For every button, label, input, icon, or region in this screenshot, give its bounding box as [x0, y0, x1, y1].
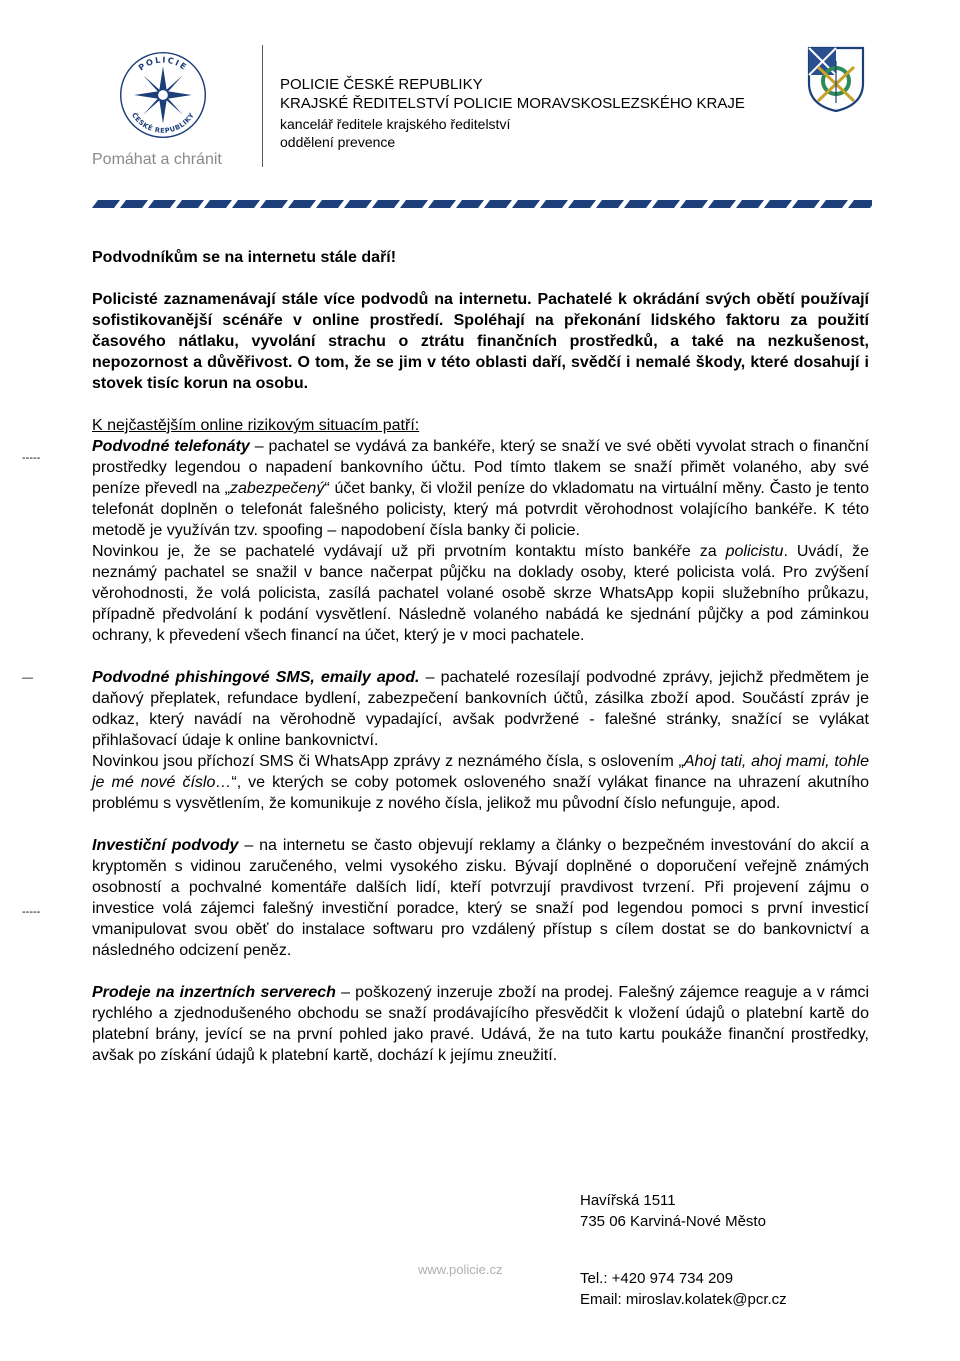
regional-crest-icon: [806, 45, 866, 113]
margin-mark: -----: [22, 906, 41, 918]
section-text: – pachatelé rozesílají podvodné zprávy, jejichž předmětem je daňový přeplatek, refundace bydlení, zabezpečení bankovních účtů, zásilka zboží apod. Součástí zpráv je odkaz, který navádí na věrohodně vypadající, avšak podvržené - falešné stránky, snažící se vylákat přihlašovací údaje k online bankovnictví.: [92, 669, 869, 749]
header-divider: [262, 45, 263, 167]
website-link[interactable]: www.policie.cz: [418, 1262, 503, 1277]
section-label: Prodeje na inzertních serverech: [92, 984, 336, 1001]
section-label: Investiční podvody: [92, 837, 239, 854]
section-text: . Uvádí, že neznámý pachatel se snažil v bance načerpat půjčku na doklady osoby, které policista volá. Pro zvýšení věrohodnosti, že volá policista, zasílá pachatel volané osobě skrze WhatsApp kopii služebního průkazu, případně předvolání k podání vysvětlení. Následně volaného nabádá ke sjednání půjčky a pod záminkou ochrany, k převedení všech financí na účet, který je v moci pachatele.: [92, 543, 870, 644]
section-text: – pachatel se vydává za bankéře, který se snaží ve své oběti vyvolat strach o finanční prostředky legendou o napadení bankovního účtu. Pod tímto tlakem se snaží přimět volaného, aby své peníze převedl na „: [92, 438, 869, 497]
address-street: Havířská 1511: [580, 1192, 676, 1209]
section-text: Novinkou je, že se pachatelé vydávají už při prvotním kontaktu místo bankéře za: [92, 543, 726, 560]
margin-mark: —: [22, 672, 33, 684]
section-phone-fraud-news: [92, 541, 869, 646]
emphasis: Ahoj tati, ahoj mami, tohle je mé nové číslo…: [92, 753, 870, 791]
lead-paragraph: Policisté zaznamenávají stále více podvodů na internetu. Pachatelé k okrádání svých obětí používají sofistikovanější scénáře v online prostředí. Spoléhají na překonání lidského faktoru za použití časového nátlaku, vyvolání strachu o ztrátu finančních prostředků, a také na nezkušenost, nepozornost a důvěřivost. O tom, že se jim v této oblasti daří, svědčí i nemalé škody, které dosahují i stovek tisíc korun na osobu.: [92, 291, 869, 392]
section-label: Podvodné telefonáty: [92, 438, 250, 455]
sections: [92, 415, 869, 1066]
address-city: 735 06 Karviná-Nové Město: [580, 1213, 766, 1230]
svg-text:ČESKÉ REPUBLIKY: ČESKÉ REPUBLIKY: [129, 111, 197, 135]
motto: Pomáhat a chránit: [92, 151, 222, 168]
section-label: Podvodné phishingové SMS, emaily apod.: [92, 669, 420, 686]
police-emblem-logo: [118, 50, 208, 140]
email-address[interactable]: Email: miroslav.kolatek@pcr.cz: [580, 1291, 787, 1308]
svg-text:POLICIE: POLICIE: [136, 54, 190, 73]
emphasis: policistu: [725, 543, 784, 560]
header-stripe: [92, 200, 872, 208]
section-phishing: [92, 667, 869, 751]
contact-block: [580, 1268, 787, 1310]
section-text: – na internetu se často objevují reklamy a články o bezpečném investování do akcií a kryptoměn s vidinou zaručeného, velmi vysokého zisku. Bývají doplněné o doporučení veřejně známých osobností a pochvalné komentáře dalších lidí, kteří potvrzují pravdivost tvrzení. Při projevení zájmu o investice volá zájemci falešný investiční poradce, který se snaží pod legendou pomoci s první investicí vmanipulovat svou oběť do instalace softwaru pro vzdálený přístup s cílem dostat se do bankovnictví a následného odcizení peněz.: [92, 837, 869, 959]
org-subname: KRAJSKÉ ŘEDITELSTVÍ POLICIE MORAVSKOSLEZSKÉHO KRAJE: [280, 95, 745, 112]
phone-number: Tel.: +420 974 734 209: [580, 1270, 734, 1287]
office-name: kancelář ředitele krajského ředitelství: [280, 116, 511, 132]
section-classifieds-fraud: [92, 982, 869, 1066]
org-name: POLICIE ČESKÉ REPUBLIKY: [280, 76, 483, 93]
section-phone-fraud: [92, 436, 869, 541]
margin-mark: -----: [22, 452, 41, 464]
section-text: Novinkou jsou příchozí SMS či WhatsApp zprávy z neznámého čísla, s oslovením „: [92, 753, 684, 770]
department-name: oddělení prevence: [280, 134, 396, 150]
section-investment-fraud: [92, 835, 869, 961]
section-text: “ účet banky, či vložil peníze do vkladomatu na virtuální měny. Často je tento telefonát doplněn o telefonát falešného policisty, který má potvrdit věrohodnost volajícího bankéře. K této metodě je využíván tzv. spoofing – napodobení čísla banky či policie.: [92, 480, 869, 539]
section-text: – poškozený inzeruje zboží na prodej. Falešný zájemce reaguje a v rámci rychlého a zjednodušeného obchodu se snaží prodávajícího přesvědčit k vložení údajů o platební kartě do platební brány, jevící se na první pohled jako pravé. Udává, že na tuto kartu poukáže finanční prostředky, avšak po získání údajů k platební kartě, dochází k jejímu zneužití.: [92, 984, 870, 1064]
address-block: [580, 1190, 766, 1232]
section-phishing-news: [92, 751, 869, 814]
list-intro: K nejčastějším online rizikovým situacím patří:: [92, 417, 420, 434]
section-text: “, ve kterých se coby potomek osloveného snaží vylákat finance na uhrazení akutního problému s vysvětlením, že komunikuje z nového čísla, jelikož mu původní číslo nefunguje, apod.: [92, 774, 869, 812]
document-title: Podvodníkům se na internetu stále daří!: [92, 249, 397, 266]
emphasis: zabezpečený: [230, 480, 325, 497]
